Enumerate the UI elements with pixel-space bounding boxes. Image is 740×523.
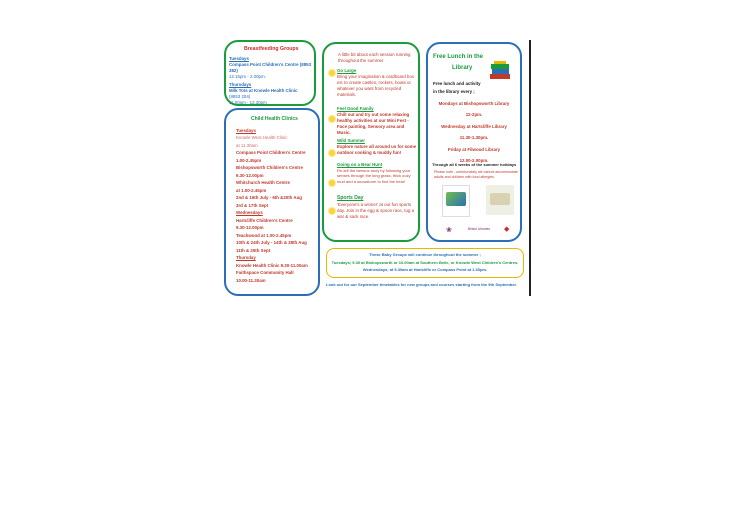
s3-text: Explore nature all around us for some outdoor cooking & muddy fun!	[337, 143, 417, 155]
footer-note: Look out for our September timetables for new groups and courses starting from the 9th September.	[326, 282, 517, 287]
lunch-weeks: Through all 6 weeks of the summer holidays	[432, 162, 517, 167]
ch-line: Whitchurch Health Centre	[236, 180, 290, 186]
ch-tuesdays: Tuesdays	[236, 128, 256, 133]
ch-line: 2nd & 16th July - 6th &20th Aug	[236, 195, 302, 201]
s2-title: Feel Good Family	[337, 106, 374, 111]
ch-line: Bishopsworth Children's Centre	[236, 165, 303, 171]
breastfeeding-title: Breastfeeding Groups	[244, 46, 299, 52]
bf-thu-tel: (8853 204)	[229, 93, 251, 99]
lunch-fri-time: 12.00-2.00pm.	[459, 158, 489, 164]
ch-line: Hartcliffe Children's Centre	[236, 217, 293, 223]
fold-line	[529, 40, 531, 296]
ch-thursday: Thursday	[236, 255, 256, 261]
summer-sessions-panel	[322, 42, 420, 242]
books-icon	[488, 60, 512, 82]
sandwich-image	[486, 185, 514, 215]
breastfeeding-panel	[224, 40, 316, 106]
lunch-mon-time: 12-2pm.	[465, 112, 483, 118]
s2-text: Chill out and try out some relaxing healthy activities at our Mini Fest - Face painting, Sensory area and Music.	[337, 111, 410, 135]
ch-line: 11th & 25th Sept	[236, 247, 271, 253]
ch-line: at 11.30am	[236, 142, 258, 148]
ch-line: 1.00-2.45pm	[236, 157, 262, 163]
sun-icon	[329, 116, 335, 122]
ch-line: 9.30-12.00pm	[236, 225, 264, 231]
baby-line3: Wednesdays; at 9.30am at Hartcliffe or Compass Point at 1.30pm.	[362, 267, 488, 273]
ch-line: Knowle Health Clinic 9.30-11.00am	[236, 262, 308, 268]
sun-icon	[329, 208, 335, 214]
s1-text: Bring your imagination & cardboard box etc to create castles, rockets, boats or whatever you want from recycled materials.	[337, 73, 415, 97]
ch-line: at 1.00-2.45pm	[236, 187, 267, 193]
baby-groups-panel	[326, 248, 524, 278]
sun-icon	[329, 150, 335, 156]
lunch-wed: Wednesday at Hartcliffe Library	[441, 123, 507, 129]
s4-title: Going on a Bear Hunt	[337, 162, 383, 167]
ch-line: Compass Point Children's Centre	[236, 150, 306, 156]
baby-line1: These Baby Groups will continue throughout the summer ;	[369, 252, 481, 257]
lunch-title-b: Library	[452, 65, 473, 72]
bf-tue-time: 12.15pm - 2.00pm.	[229, 73, 266, 79]
ch-line: Knowle West Health Clinic	[236, 135, 288, 141]
lunch-mon: Mondays at Bishopsworth Library	[438, 101, 510, 106]
lunch-sub-a: Free lunch and activity	[433, 81, 481, 86]
s5-title: Sports Day	[337, 195, 364, 201]
ch-wednesdays: Wednesdays	[236, 210, 263, 216]
s3-title: Wild Summer	[337, 138, 366, 143]
sun-icon	[329, 180, 335, 186]
ch-line: 3rd & 17th Sept	[236, 202, 269, 208]
lunch-note: Please note - unfortunately we cannot accommodate adults and children with food allergies	[434, 170, 518, 179]
child-health-panel	[224, 108, 320, 296]
s1-title: Go Large	[337, 68, 357, 73]
bf-thu-day: Thursdays	[229, 81, 252, 87]
lunch-sub-b: in the library every ;	[433, 89, 475, 95]
lunch-title-a: Free Lunch in the	[433, 54, 484, 60]
baby-line2: Tuesdays; 9.30 at Bishopsworth or 10.00am at Southern Belle, or Knowle West Children's Centres.	[331, 259, 519, 265]
free-lunch-panel	[426, 42, 522, 242]
ch-line: 10th & 24th July - 14th & 28th Aug	[236, 240, 307, 246]
summer-intro: A little bit about each session running throughout the summer	[338, 52, 411, 63]
ch-line: Faithspace Community Hall	[236, 270, 294, 276]
summer-poster-image	[442, 185, 470, 217]
bf-thu-loc: Milk Tots at Knowle Health Clinic	[229, 87, 298, 93]
ch-line: Teachwood at 1.00-2.45pm	[236, 232, 292, 238]
library-logo-icon: ❀	[446, 227, 452, 234]
bf-thu-time: 11.00am - 12.30pm	[229, 99, 267, 105]
ch-line: 10.00-11.30am	[236, 277, 266, 283]
ch-line: 9.30-12.00pm	[236, 172, 264, 178]
child-health-title: Child Health Clinics	[251, 116, 298, 122]
lunch-wed-time: 11.30-1.30pm.	[459, 135, 489, 141]
bf-tue-loc: Compass Point Children's Centre (8853 382)	[229, 61, 312, 73]
council-logo-icon: ◆	[504, 226, 510, 233]
s5-text: 'Everyone's a winner' at our fun sports day. Join in the egg & spoon race, tug a war & sack race.	[337, 201, 415, 219]
lunch-fri: Friday at Filwood Library	[447, 146, 501, 152]
s4-text: Re-tell the famous story by following your senses through the long grass, thick oozy mud and a snowstorm to find the bear!	[337, 167, 411, 184]
library-logo-text: Bristol Libraries	[468, 227, 490, 231]
sun-icon	[329, 70, 335, 76]
bf-tue-day: Tuesdays	[229, 56, 249, 61]
